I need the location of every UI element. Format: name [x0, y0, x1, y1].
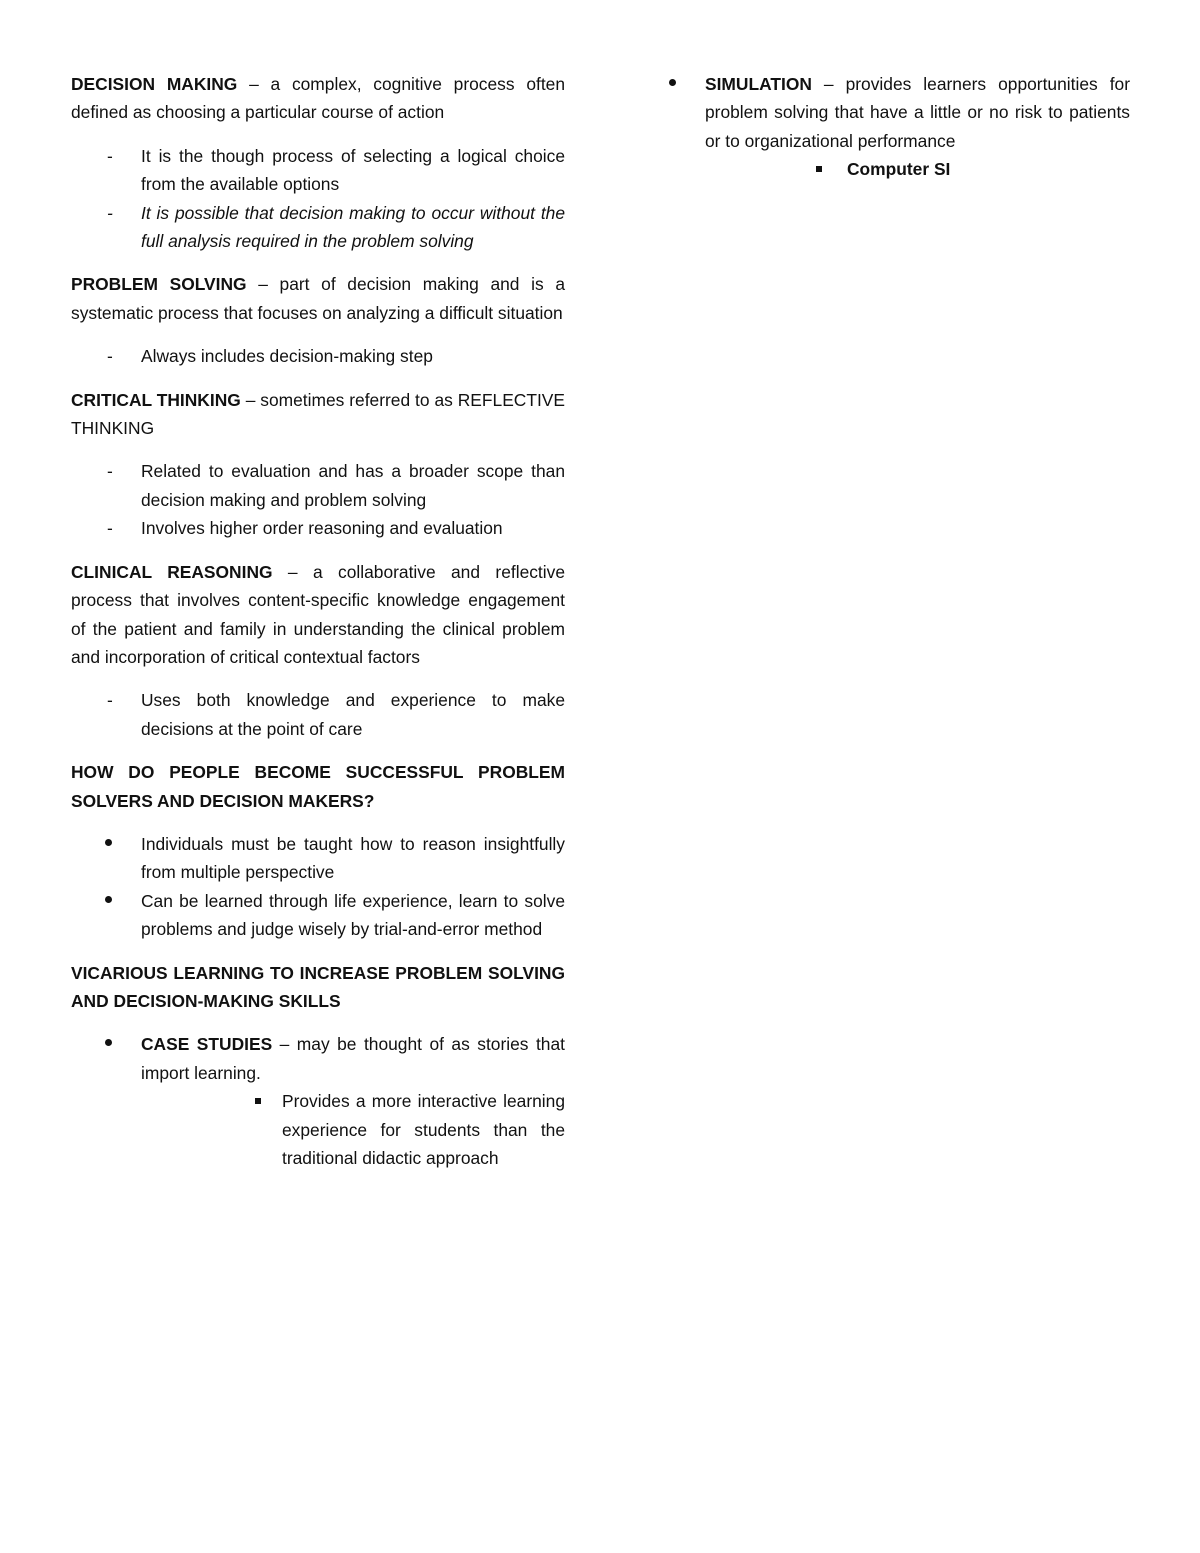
vicarious-learning-points — [71, 1030, 565, 1087]
list-item: Computer SI — [667, 155, 1130, 183]
problem-solving-text: – part of decision making and is a systematic process that focuses on analyzing a difficult situation — [71, 274, 565, 323]
critical-thinking-points — [71, 457, 565, 542]
left-column — [71, 70, 565, 1172]
case-studies-text: – may be thought of as stories that import learning. — [141, 1034, 565, 1083]
critical-thinking-term: CRITICAL THINKING — [71, 389, 241, 410]
decision-making-text: – a complex, cognitive process often defined as choosing a particular course of action — [71, 74, 565, 123]
critical-thinking-definition — [71, 386, 565, 443]
clinical-reasoning-text: – a collaborative and reflective process that involves content-specific knowledge engagement of the patient and family in understanding the clinical problem and incorporation of critical contextual factors — [71, 561, 565, 667]
problem-solving-points — [71, 342, 565, 370]
list-item: Can be learned through life experience, learn to solve problems and judge wisely by trial-and-error method — [71, 887, 565, 944]
how-people-heading: HOW DO PEOPLE BECOME SUCCESSFUL PROBLEM SOLVERS AND DECISION MAKERS? — [71, 762, 565, 811]
how-people-points — [71, 830, 565, 944]
simulation-points — [667, 70, 1130, 155]
case-studies-subpoints — [71, 1087, 565, 1172]
list-item: - It is the though process of selecting a logical choice from the available options — [71, 142, 565, 199]
list-item: - Always includes decision-making step — [71, 342, 565, 370]
right-column — [667, 70, 1130, 184]
decision-making-points — [71, 142, 565, 256]
list-item: Individuals must be taught how to reason insightfully from multiple perspective — [71, 830, 565, 887]
list-item: - Related to evaluation and has a broader scope than decision making and problem solving — [71, 457, 565, 514]
list-item: - Uses both knowledge and experience to make decisions at the point of care — [71, 686, 565, 743]
case-studies-term: CASE STUDIES — [141, 1034, 273, 1055]
clinical-reasoning-term: CLINICAL REASONING — [71, 561, 273, 582]
simulation-subpoints — [667, 155, 1130, 183]
clinical-reasoning-definition — [71, 558, 565, 672]
critical-thinking-text: – sometimes referred to as REFLECTIVE THINKING — [71, 389, 566, 439]
list-item — [667, 70, 1130, 155]
list-item: Provides a more interactive learning experience for students than the traditional didactic approach — [71, 1087, 565, 1172]
list-item — [71, 1030, 565, 1087]
list-item: - Involves higher order reasoning and evaluation — [71, 514, 565, 542]
clinical-reasoning-points — [71, 686, 565, 743]
vicarious-learning-heading: VICARIOUS LEARNING TO INCREASE PROBLEM SOLVING AND DECISION-MAKING SKILLS — [71, 962, 565, 1011]
problem-solving-term: PROBLEM SOLVING — [71, 274, 247, 295]
simulation-text: – provides learners opportunities for problem solving that have a little or no risk to patients or to organizational performance — [705, 74, 1130, 151]
decision-making-term: DECISION MAKING — [71, 74, 238, 94]
list-item: - It is possible that decision making to occur without the full analysis required in the problem solving — [71, 199, 565, 256]
problem-solving-definition — [71, 270, 565, 327]
decision-making-definition — [71, 70, 565, 127]
simulation-term: SIMULATION — [705, 74, 812, 94]
